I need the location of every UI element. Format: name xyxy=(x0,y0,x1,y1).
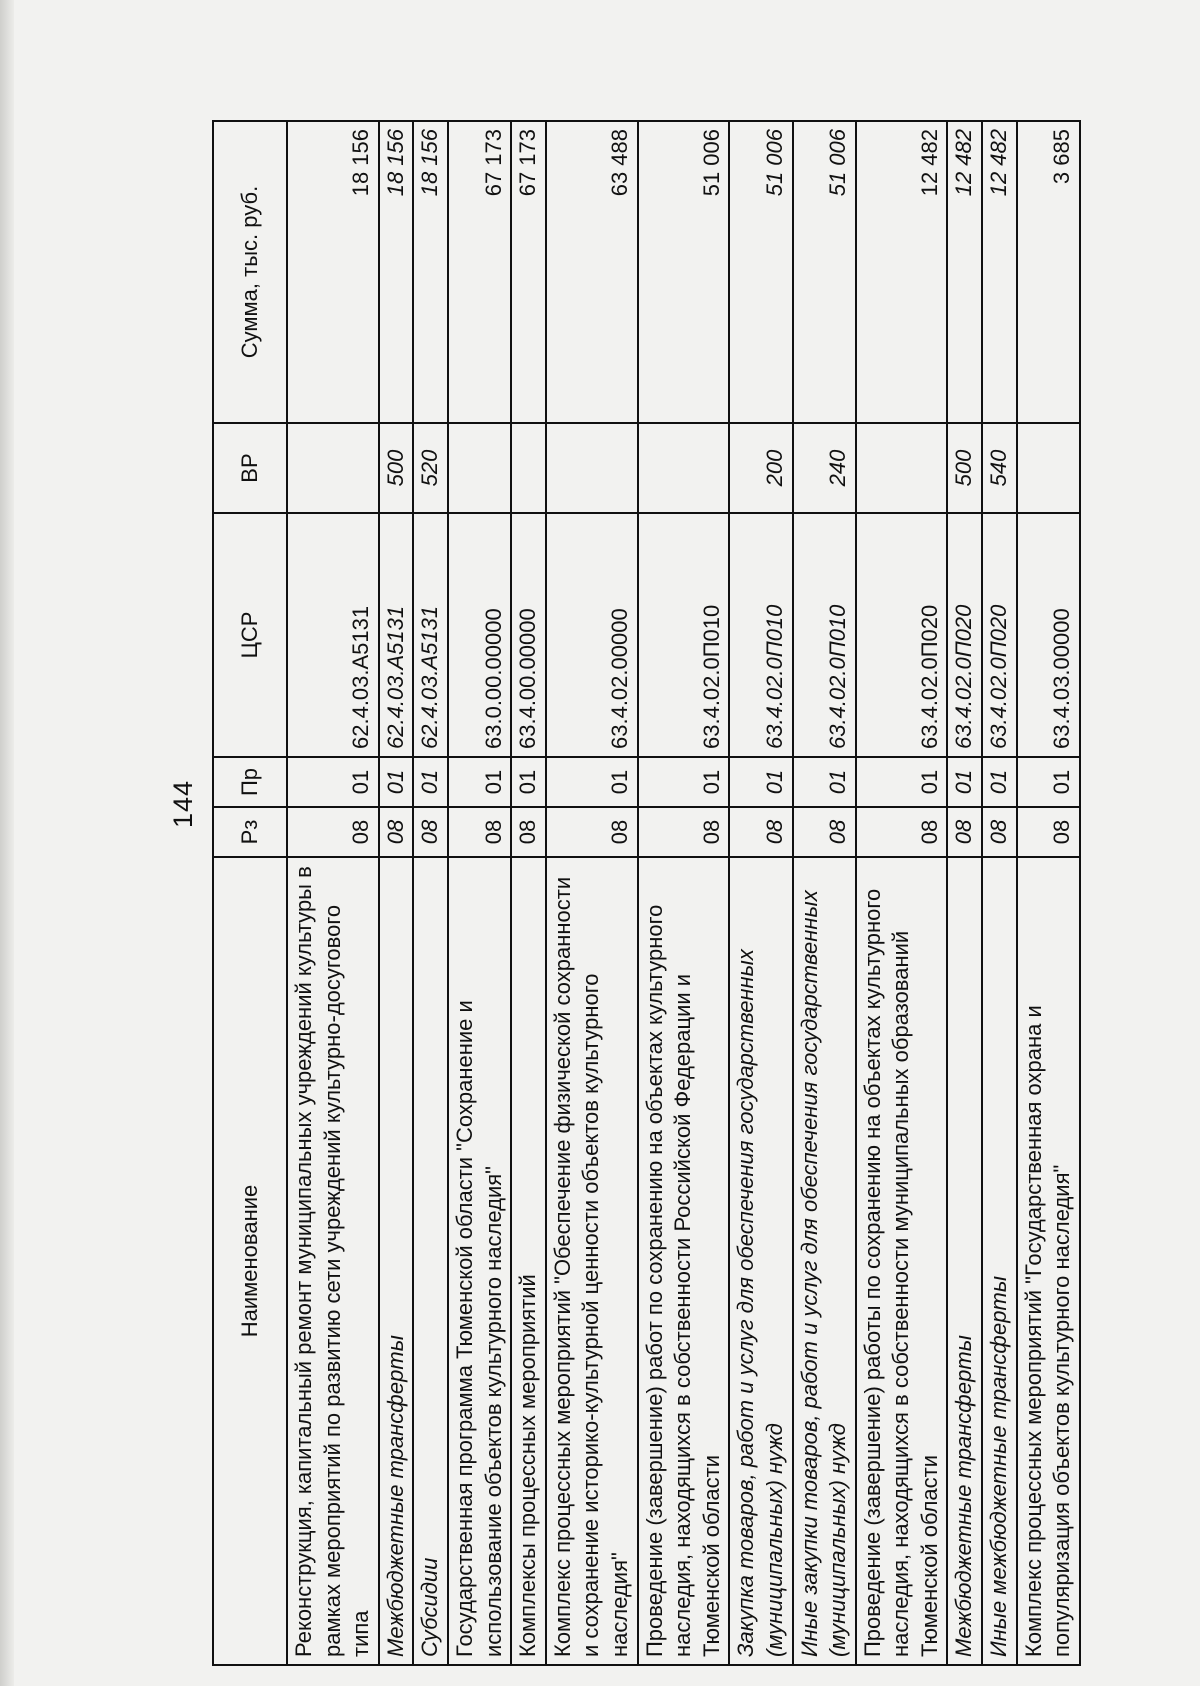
cell-vr: 500 xyxy=(379,423,414,513)
cell-name: Проведение (завершение) работы по сохранению на объектах культурного наследия, находящихся в собственности муниципальных образований Тюменской области xyxy=(856,857,948,1665)
cell-vr xyxy=(856,423,948,513)
cell-pr: 01 xyxy=(413,757,448,807)
cell-csr: 63.4.02.0П010 xyxy=(793,513,856,757)
cell-sum: 51 006 xyxy=(638,121,730,423)
table-row xyxy=(287,121,379,1665)
cell-csr: 62.4.03.А5131 xyxy=(413,513,448,757)
cell-rz: 08 xyxy=(793,807,856,857)
cell-sum: 51 006 xyxy=(793,121,856,423)
table-header-row xyxy=(213,121,287,1665)
cell-sum: 51 006 xyxy=(729,121,792,423)
table-row xyxy=(413,121,448,1665)
cell-sum: 12 482 xyxy=(947,121,982,423)
header-pr: Пр xyxy=(213,757,287,807)
cell-pr: 01 xyxy=(511,757,546,807)
cell-vr xyxy=(511,423,546,513)
table-row xyxy=(546,121,638,1665)
table-row xyxy=(729,121,792,1665)
cell-pr: 01 xyxy=(1017,757,1080,807)
cell-sum: 3 685 xyxy=(1017,121,1080,423)
table-row xyxy=(511,121,546,1665)
cell-vr xyxy=(546,423,638,513)
cell-rz: 08 xyxy=(511,807,546,857)
cell-name: Иные межбюджетные трансферты xyxy=(982,857,1017,1665)
cell-name: Комплекс процессных мероприятий "Обеспечение физической сохранности и сохранение историко-культурной ценности объектов культурного наследия" xyxy=(546,857,638,1665)
cell-rz: 08 xyxy=(413,807,448,857)
table-row xyxy=(793,121,856,1665)
cell-sum: 67 173 xyxy=(448,121,511,423)
scan-edge-shadow xyxy=(0,0,14,1686)
cell-name: Государственная программа Тюменской области "Сохранение и использование объектов культурного наследия" xyxy=(448,857,511,1665)
cell-csr: 63.0.00.00000 xyxy=(448,513,511,757)
cell-vr: 240 xyxy=(793,423,856,513)
cell-csr: 63.4.02.0П020 xyxy=(947,513,982,757)
table-row xyxy=(982,121,1017,1665)
cell-vr xyxy=(287,423,379,513)
cell-name: Закупка товаров, работ и услуг для обеспечения государственных (муниципальных) нужд xyxy=(729,857,792,1665)
cell-rz: 08 xyxy=(638,807,730,857)
cell-pr: 01 xyxy=(947,757,982,807)
header-name: Наименование xyxy=(213,857,287,1665)
cell-rz: 08 xyxy=(1017,807,1080,857)
cell-name: Комплекс процессных мероприятий "Государственная охрана и популяризация объектов культурного наследия" xyxy=(1017,857,1080,1665)
header-rz: Рз xyxy=(213,807,287,857)
cell-name: Субсидии xyxy=(413,857,448,1665)
cell-csr: 62.4.03.А5131 xyxy=(287,513,379,757)
table-row xyxy=(379,121,414,1665)
table-row xyxy=(1017,121,1080,1665)
cell-vr: 200 xyxy=(729,423,792,513)
cell-pr: 01 xyxy=(638,757,730,807)
cell-sum: 18 156 xyxy=(413,121,448,423)
cell-pr: 01 xyxy=(448,757,511,807)
cell-rz: 08 xyxy=(448,807,511,857)
page-number: 144 xyxy=(168,779,198,828)
cell-vr: 540 xyxy=(982,423,1017,513)
cell-sum: 12 482 xyxy=(856,121,948,423)
cell-csr: 63.4.02.0П010 xyxy=(729,513,792,757)
rotated-table-container xyxy=(212,122,1075,1666)
cell-vr: 500 xyxy=(947,423,982,513)
cell-pr: 01 xyxy=(856,757,948,807)
cell-pr: 01 xyxy=(379,757,414,807)
cell-rz: 08 xyxy=(729,807,792,857)
cell-sum: 18 156 xyxy=(287,121,379,423)
cell-vr xyxy=(638,423,730,513)
cell-rz: 08 xyxy=(856,807,948,857)
cell-vr xyxy=(448,423,511,513)
cell-name: Проведение (завершение) работ по сохранению на объектах культурного наследия, находящихся в собственности Российской Федерации и Тюменской области xyxy=(638,857,730,1665)
cell-pr: 01 xyxy=(729,757,792,807)
table-row xyxy=(448,121,511,1665)
cell-sum: 18 156 xyxy=(379,121,414,423)
cell-rz: 08 xyxy=(287,807,379,857)
cell-rz: 08 xyxy=(982,807,1017,857)
table-row xyxy=(638,121,730,1665)
cell-csr: 63.4.02.0П020 xyxy=(982,513,1017,757)
cell-name: Иные закупки товаров, работ и услуг для обеспечения государственных (муниципальных) нужд xyxy=(793,857,856,1665)
table-row xyxy=(947,121,982,1665)
cell-name: Межбюджетные трансферты xyxy=(379,857,414,1665)
cell-csr: 63.4.02.00000 xyxy=(546,513,638,757)
cell-csr: 63.4.02.0П010 xyxy=(638,513,730,757)
header-vr: ВР xyxy=(213,423,287,513)
cell-sum: 67 173 xyxy=(511,121,546,423)
cell-sum: 63 488 xyxy=(546,121,638,423)
cell-rz: 08 xyxy=(379,807,414,857)
cell-pr: 01 xyxy=(546,757,638,807)
header-csr: ЦСР xyxy=(213,513,287,757)
table-row xyxy=(856,121,948,1665)
budget-table xyxy=(212,120,1081,1666)
cell-csr: 63.4.00.00000 xyxy=(511,513,546,757)
cell-csr: 62.4.03.А5131 xyxy=(379,513,414,757)
header-sum: Сумма, тыс. руб. xyxy=(213,121,287,423)
cell-name: Межбюджетные трансферты xyxy=(947,857,982,1665)
cell-rz: 08 xyxy=(546,807,638,857)
cell-name: Комплексы процессных мероприятий xyxy=(511,857,546,1665)
cell-csr: 63.4.02.0П020 xyxy=(856,513,948,757)
cell-pr: 01 xyxy=(287,757,379,807)
cell-sum: 12 482 xyxy=(982,121,1017,423)
cell-pr: 01 xyxy=(982,757,1017,807)
cell-csr: 63.4.03.00000 xyxy=(1017,513,1080,757)
cell-vr xyxy=(1017,423,1080,513)
cell-vr: 520 xyxy=(413,423,448,513)
cell-rz: 08 xyxy=(947,807,982,857)
cell-pr: 01 xyxy=(793,757,856,807)
cell-name: Реконструкция, капитальный ремонт муниципальных учреждений культуры в рамках мероприятий по развитию сети учреждений культурно-досугового типа xyxy=(287,857,379,1665)
